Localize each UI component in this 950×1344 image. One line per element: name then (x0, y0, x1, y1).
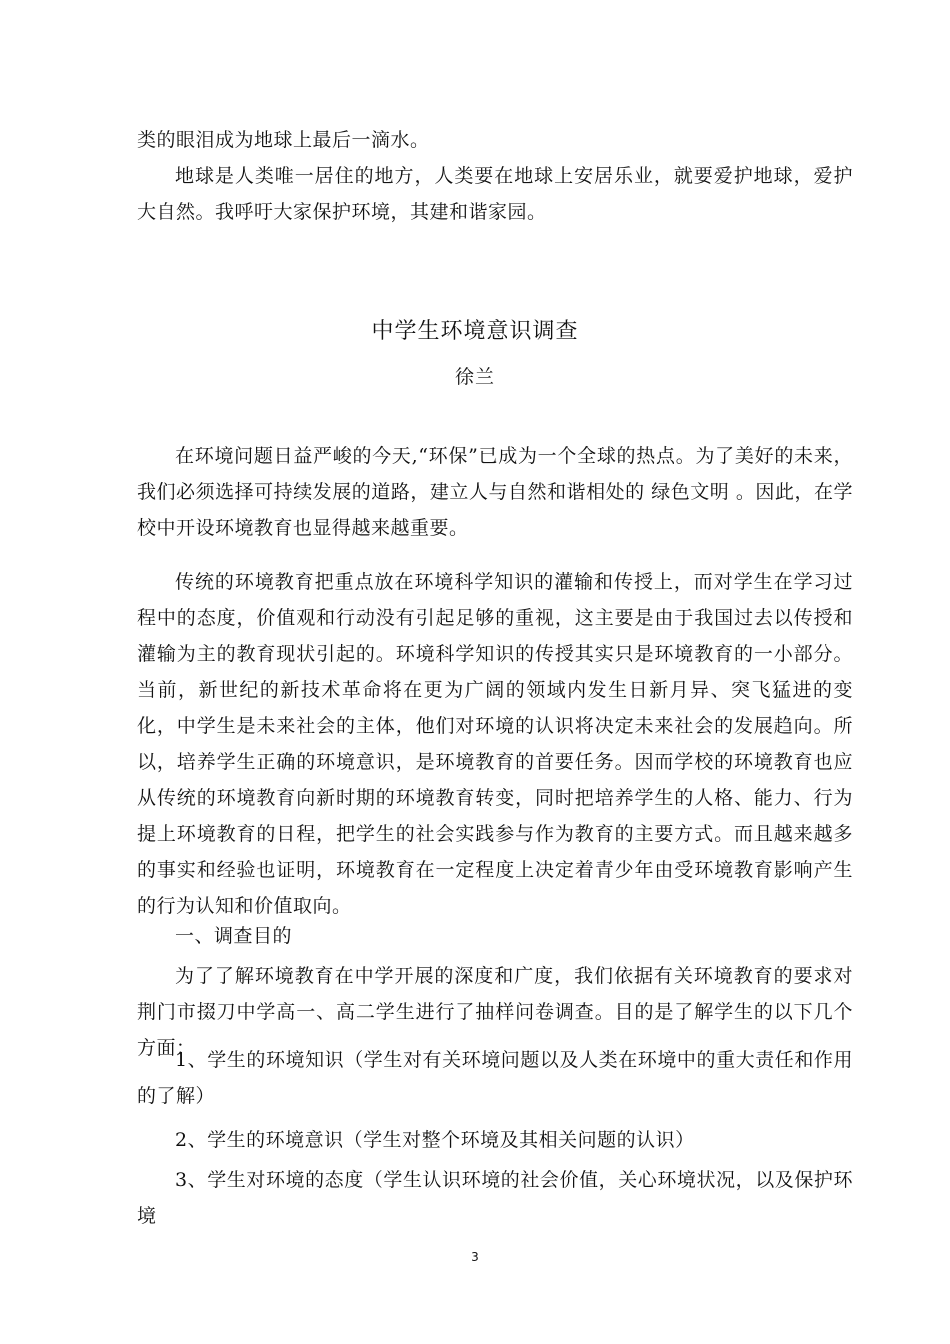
section-heading-purpose: 一、调查目的 (175, 925, 293, 947)
paragraph-background: 传统的环境教育把重点放在环境科学知识的灌输和传授上，而对学生在学习过程中的态度，价值观和行动没有引起足够的重视，这主要是由于我国过去以传授和灌输为主的教育现状引起的。环境科学知识的传授其实只是环境教育的一小部分。当前，新世纪的新技术革命将在更为广阔的领域内发生日新月异、突飞猛进的变化，中学生是未来社会的主体，他们对环境的认识将决定未来社会的发展趋向。所以，培养学生正确的环境意识，是环境教育的首要任务。因而学校的环境教育也应从传统的环境教育向新时期的环境教育转变，同时把培养学生的人格、能力、行为提上环境教育的日程，把学生的社会实践参与作为教育的主要方式。而且越来越多的事实和经验也证明，环境教育在一定程度上决定着青少年由受环境教育影响产生的行为认知和价值取向。 (137, 571, 853, 917)
paragraph-prev-closing: 地球是人类唯一居住的地方，人类要在地球上安居乐业，就要爱护地球，爱护大自然。我呼吁大家保护环境，其建和谐家园。 (137, 165, 853, 223)
paragraph-intro: 在环境问题日益严峻的今天,“环保”已成为一个全球的热点。为了美好的未来，我们必须选择可持续发展的道路，建立人与自然和谐相处的 绿色文明 。因此，在学校中开设环境教育也显得越来越重要。 (137, 445, 853, 539)
list-item-1: 1、学生的环境知识（学生对有关环境问题以及人类在环境中的重大责任和作用的了解） (137, 1049, 853, 1107)
list-item-3: 3、学生对环境的态度（学生认识环境的社会价值，关心环境状况，以及保护环境 (137, 1169, 853, 1227)
paragraph-prev-end: 类的眼泪成为地球上最后一滴水。 (137, 129, 430, 151)
list-item-2: 2、学生的环境意识（学生对整个环境及其相关问题的认识） (175, 1129, 695, 1151)
paragraph-purpose: 为了了解环境教育在中学开展的深度和广度，我们依据有关环境教育的要求对荆门市掇刀中学高一、高二学生进行了抽样问卷调查。目的是了解学生的以下几个方面： (137, 965, 853, 1059)
page-number: 3 (471, 1250, 479, 1264)
article-author: 徐兰 (454, 366, 495, 388)
article-title: 中学生环境意识调查 (371, 319, 579, 344)
